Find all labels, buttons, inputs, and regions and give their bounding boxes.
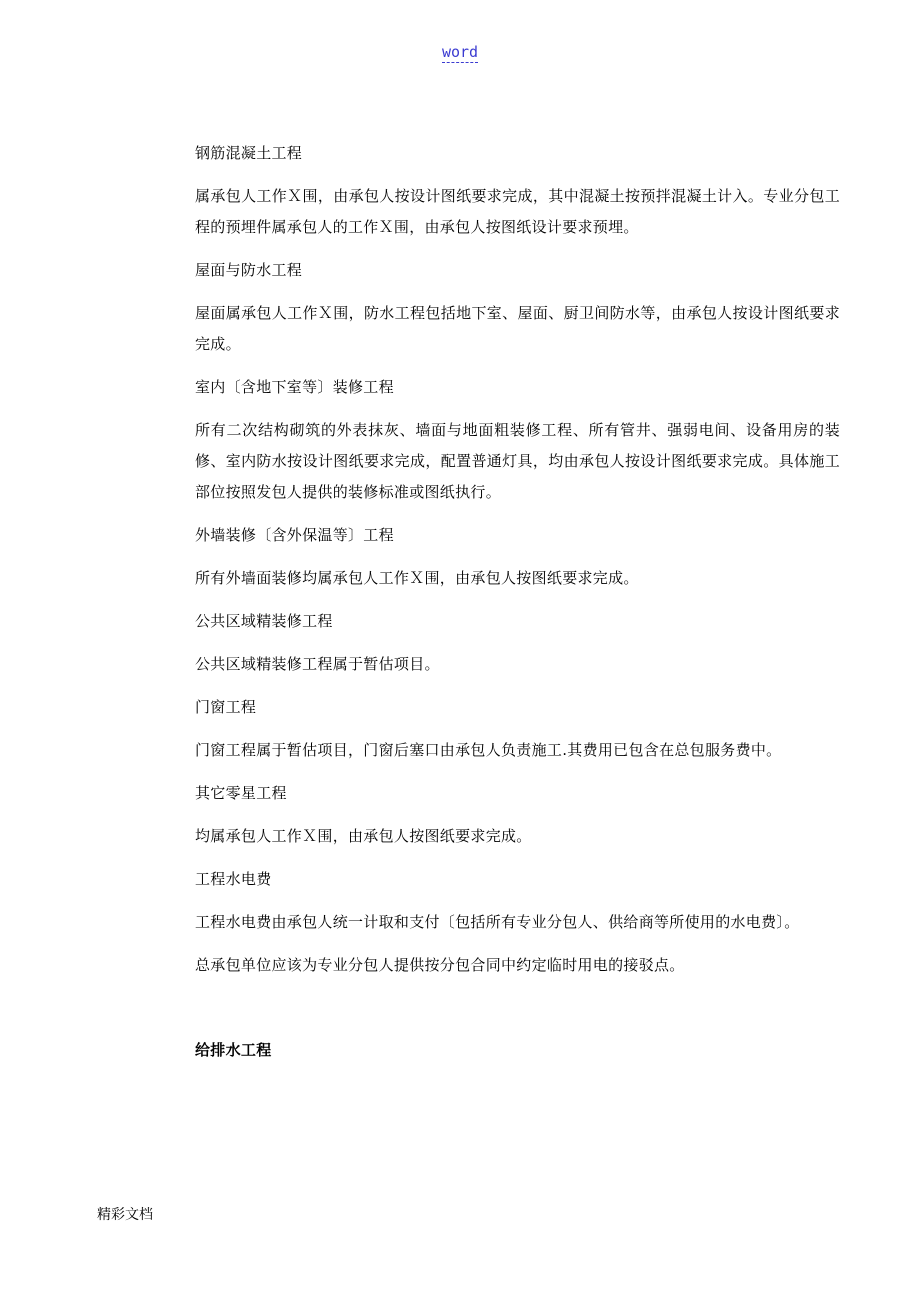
section-paragraph: 属承包人工作Ｘ围，由承包人按设计图纸要求完成，其中混凝土按预拌混凝土计入。专业分包工程的预埋件属承包人的工作Ｘ围，由承包人按图纸设计要求预埋。: [195, 187, 840, 236]
section-heading: 钢筋混凝土工程: [195, 144, 303, 162]
section-heading: 室内〔含地下室等〕装修工程: [195, 378, 394, 396]
section-heading: 公共区域精装修工程: [195, 612, 333, 630]
page-footer: 精彩文档: [97, 1207, 153, 1223]
section-heading: 工程水电费: [195, 870, 272, 888]
section-paragraph: 工程水电费由承包人统一计取和支付〔包括所有专业分包人、供给商等所使用的水电费〕。: [195, 913, 800, 931]
section-paragraph: 公共区域精装修工程属于暂估项目。: [195, 655, 440, 673]
section-paragraph: 总承包单位应该为专业分包人提供按分包合同中约定临时用电的接驳点。: [195, 956, 685, 974]
section-paragraph: 门窗工程属于暂估项目，门窗后塞口由承包人负责施工.其费用已包含在总包服务费中。: [195, 741, 782, 759]
section-paragraph: 所有外墙面装修均属承包人工作Ｘ围，由承包人按图纸要求完成。: [195, 569, 639, 587]
section-paragraph: 屋面属承包人工作Ｘ围，防水工程包括地下室、屋面、厨卫间防水等，由承包人按设计图纸要求完成。: [195, 304, 840, 353]
document-body: [195, 138, 840, 1066]
section-heading-bold: 给排水工程: [195, 1041, 272, 1059]
section-heading: 外墙装修〔含外保温等〕工程: [195, 526, 394, 544]
header-word-link: [0, 42, 920, 62]
section-paragraph: 均属承包人工作Ｘ围，由承包人按图纸要求完成。: [195, 827, 532, 845]
section-heading: 屋面与防水工程: [195, 261, 303, 279]
section-heading: 门窗工程: [195, 698, 257, 716]
word-link[interactable]: word: [441, 43, 479, 61]
section-heading: 其它零星工程: [195, 784, 287, 802]
section-paragraph: 所有二次结构砌筑的外表抹灰、墙面与地面粗装修工程、所有管井、强弱电间、设备用房的装修、室内防水按设计图纸要求完成，配置普通灯具，均由承包人按设计图纸要求完成。具体施工部位按照发包人提供的装修标准或图纸执行。: [195, 421, 840, 501]
